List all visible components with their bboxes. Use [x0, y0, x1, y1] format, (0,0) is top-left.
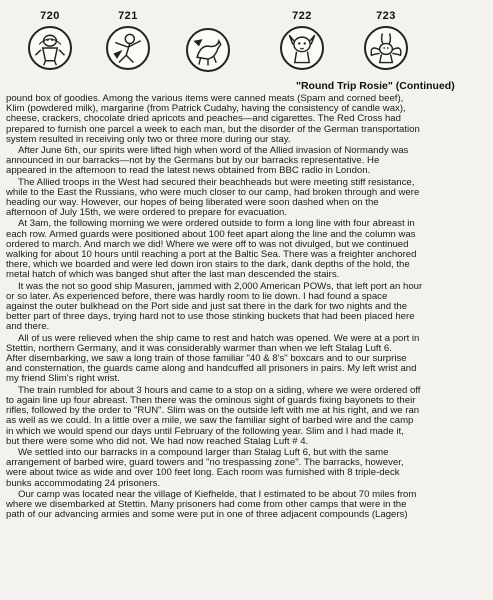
- emblem-number: 722: [292, 10, 312, 22]
- emblem-number: 720: [40, 10, 60, 22]
- text-line: appeared in the afternoon to read the latest news obtained from BBC radio in London.: [6, 166, 371, 177]
- text-line: prepared to furnish one parcel a week to each man, but the disorder of the German transportation: [6, 124, 420, 135]
- text-line: better part of three days, trying hard not to use those stinking buckets that had been placed here: [6, 312, 415, 323]
- text-line: announced in our barracks—not by the Germans but by our barracks representative. He: [6, 156, 380, 167]
- paragraph: [6, 386, 490, 447]
- text-line: were about twice as wide and over 100 feet long. Each room was furnished with 8 triple-deck: [6, 468, 400, 479]
- animal-figure-icon: [186, 28, 230, 72]
- text-line: against the outer bulkhead on the Port side and just sat there in the dark for two nights and the: [6, 302, 408, 313]
- text-line: Our camp was located near the village of Kiefhelde, that I estimated to be about 70 miles from: [18, 489, 417, 500]
- paragraph: [6, 282, 490, 333]
- text-line: in which we would spend our days until February of the following year. Slim and I had made it,: [6, 426, 404, 437]
- text-line: ordered to march. And march we did! Where we were off to was not divulged, but we continued: [6, 239, 409, 250]
- text-line: each row. Armed guards were positioned about 100 feet apart along the line and the column was: [6, 229, 416, 240]
- text-line: After disembarking, we saw a long train of those familiar "40 & 8's" boxcars and to our surprise: [6, 354, 407, 365]
- text-line: It was the not so good ship Masuren, jammed with 2,000 American POWs, that left port an hour: [18, 281, 423, 292]
- text-line: At 3am, the following morning we were ordered outside to form a long line with four abreast in: [18, 219, 415, 230]
- text-line: heading our way. However, our hopes of being liberated were soon dashed when on the: [6, 198, 379, 209]
- paragraph: [6, 490, 490, 521]
- rabbit-with-wings-icon: [364, 26, 408, 70]
- emblem-722: [278, 10, 326, 70]
- text-line: After June 6th, our spirits were lifted high when word of the Allied invasion of Normandy was: [18, 146, 409, 157]
- text-line: bunks accommodating 24 prisoners.: [6, 478, 161, 489]
- text-line: my friend Slim's right wrist.: [6, 374, 120, 385]
- text-line: walking for about 10 hours until reaching a port at the Baltic Sea. There was a freighter anchored: [6, 250, 417, 261]
- bomber-crew-figure-icon: [28, 26, 72, 70]
- text-line: rifles, followed by the order to "RUN". Slim was on the outside left with me at his right, and we ran: [6, 406, 420, 417]
- text-line: afternoon of July 15th, we were ordered to prepare for evacuation.: [6, 208, 288, 219]
- text-line: to again line up four abreast. Then there was the ominous sight of guards fixing bayonets to their: [6, 395, 416, 406]
- dog-figure-icon: [280, 26, 324, 70]
- text-line: All of us were relieved when the ship came to rest and hatch was opened. We were at a port in: [18, 333, 420, 344]
- text-line: arrangement of barbed wire, guard towers and "no trespassing zone". The barracks, however,: [6, 458, 404, 469]
- text-line: there, which we boarded and were led down iron stairs to the dark, dank depths of the hold, the: [6, 260, 410, 271]
- emblem-723: [362, 10, 410, 70]
- text-line: Stettin, northern Germany, and it was considerably warmer than when we left Stalag Luft 6.: [6, 343, 392, 354]
- emblem-row: [0, 0, 493, 78]
- paragraph: [6, 94, 490, 145]
- text-line: or so later. As experienced before, there was hardly room to lie down. I had found a space: [6, 291, 388, 302]
- text-line: and there.: [6, 322, 50, 333]
- text-line: pound box of goodies. Among the various items were canned meats (Spam and corned beef),: [6, 94, 404, 104]
- article-body: [6, 94, 490, 521]
- paragraph: [6, 219, 490, 280]
- text-line: system resulted in receiving only two or three more during our stay.: [6, 134, 291, 145]
- text-line: but there were some who did not. We had now reached Stalag Luft # 4.: [6, 436, 309, 447]
- section-title: "Round Trip Rosie" (Continued): [296, 80, 455, 92]
- text-line: as well as we could. In a little over a mile, we saw the familiar sight of barbed wire and the camp: [6, 416, 414, 427]
- text-line: cheese, crackers, chocolate dried apricots and peaches—and cigarettes. The Red Cross had: [6, 114, 401, 125]
- emblem-number: 723: [376, 10, 396, 22]
- paragraph: [6, 146, 490, 177]
- text-line: and consternation, the guards came along and handcuffed all prisoners in pairs. My left wrist and: [6, 364, 417, 375]
- text-line: metal hatch of which was banged shut after the last man descended the stairs.: [6, 270, 340, 281]
- emblem-unnumbered: [184, 24, 232, 72]
- emblem-721: [104, 10, 152, 70]
- text-line: Klim (powdered milk), margarine (from Patrick Cudahy, having the consistency of candle wax),: [6, 104, 406, 115]
- text-line: while to the East the Russians, who were much closer to our camp, had broken through and were: [6, 187, 420, 198]
- text-line: We settled into our barracks in a compound larger than Stalag Luft 6, but with the same: [18, 447, 389, 458]
- text-line: The Allied troops in the West had secured their beachheads but were meeting stiff resistance,: [18, 177, 415, 188]
- paragraph: [6, 334, 490, 385]
- flying-figure-icon: [106, 26, 150, 70]
- text-line: where we disembarked at Stettin. Many prisoners had come from other camps that were in the: [6, 499, 407, 510]
- emblem-number: 721: [118, 10, 138, 22]
- text-line: The train rumbled for about 3 hours and came to a stop on a siding, where we were ordered off: [18, 385, 421, 396]
- paragraph: [6, 448, 490, 489]
- emblem-720: [26, 10, 74, 70]
- text-line: path of our advancing armies and some were put in one of three adjacent compounds (Lagers): [6, 510, 408, 521]
- paragraph: [6, 178, 490, 219]
